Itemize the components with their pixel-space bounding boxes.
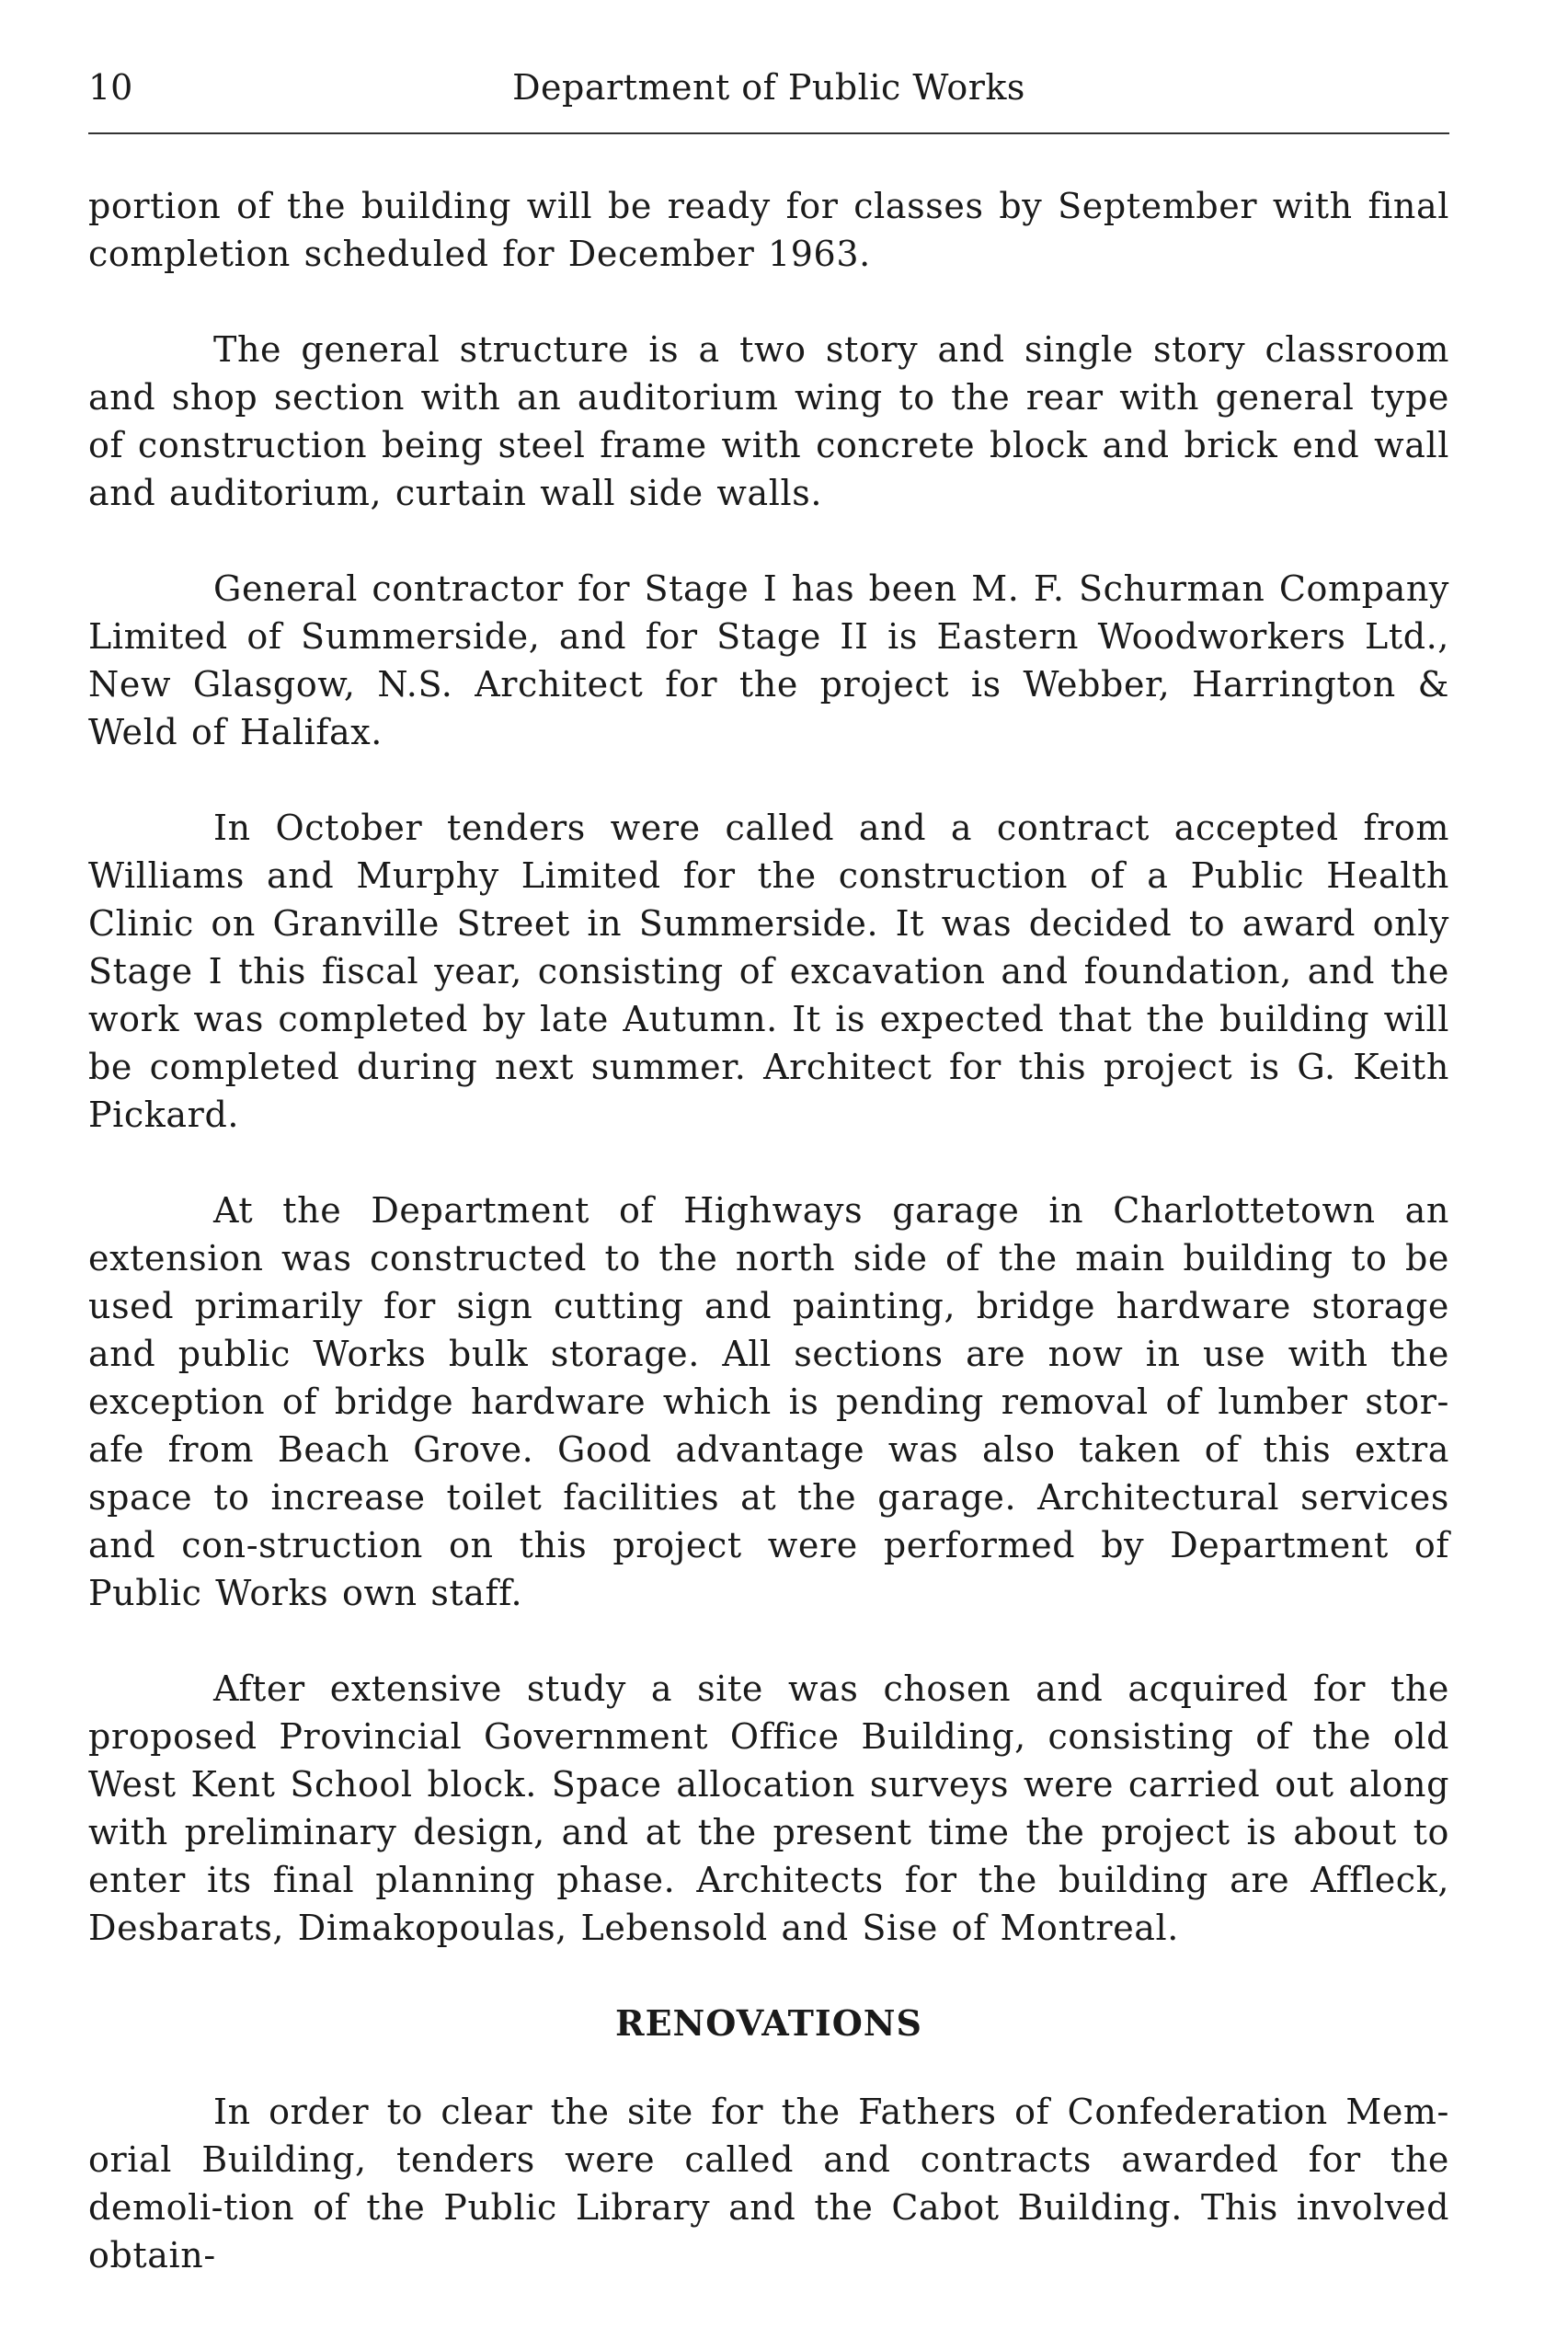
- paragraph-public-health-clinic: In October tenders were called and a contract accepted from Williams and Murphy Limited for the construction of a Public Health Clinic on Granville Street in Summerside. It was decided to award only Stage I this fiscal year, consisting of excavation and foundation, and the work was completed by late Autumn. It is expected that the building will be completed during next summer. Architect for this project is G. Keith Pickard.: [88, 808, 1449, 1135]
- document-page: [88, 0, 1449, 2275]
- paragraph-general-contractor: General contractor for Stage I has been M. F. Schurman Company Limited of Summerside, and for Stage II is Eastern Woodworkers Ltd., New Glasgow, N.S. Architect for the project is Webber, Harrington & Weld of Halifax.: [88, 568, 1449, 752]
- section-heading-renovations: RENOVATIONS: [615, 2002, 922, 2044]
- paragraph-renovations: In order to clear the site for the Fathers of Confederation Mem-orial Building, tenders were called and contracts awarded for the demoli-tion of the Public Library and the Cabot Building. This involved obtain-: [88, 2092, 1449, 2275]
- paragraph-highways-garage: At the Department of Highways garage in Charlottetown an extension was constructed to the north side of the main building to be used primarily for sign cutting and painting, bridge hardware storage and public Works bulk storage. All sections are now in use with the exception of bridge hardware which is pending removal of lumber stor-afe from Beach Grove. Good advantage was also taken of this extra space to increase toilet facilities at the garage. Architectural services and con-struction on this project were performed by Department of Public Works own staff.: [88, 1190, 1449, 1613]
- paragraph-general-structure: The general structure is a two story and single story classroom and shop section with an auditorium wing to the rear with general type of construction being steel frame with concrete block and brick end wall and auditorium, curtain wall side walls.: [88, 329, 1449, 513]
- page-header: [88, 0, 1449, 138]
- page-number: 10: [88, 67, 133, 108]
- paragraph-continued: portion of the building will be ready for classes by September with final completion scheduled for December 1963.: [88, 186, 1449, 274]
- header-rule: [88, 132, 1449, 134]
- body-text: [88, 182, 1449, 2327]
- running-title: Department of Public Works: [512, 67, 1025, 108]
- paragraph-office-building: After extensive study a site was chosen and acquired for the proposed Provincial Government Office Building, consisting of the old West Kent School block. Space allocation surveys were carried out along with preliminary design, and at the present time the project is about to enter its final planning phase. Architects for the building are Affleck, Desbarats, Dimakopoulas, Lebensold and Sise of Montreal.: [88, 1668, 1449, 1948]
